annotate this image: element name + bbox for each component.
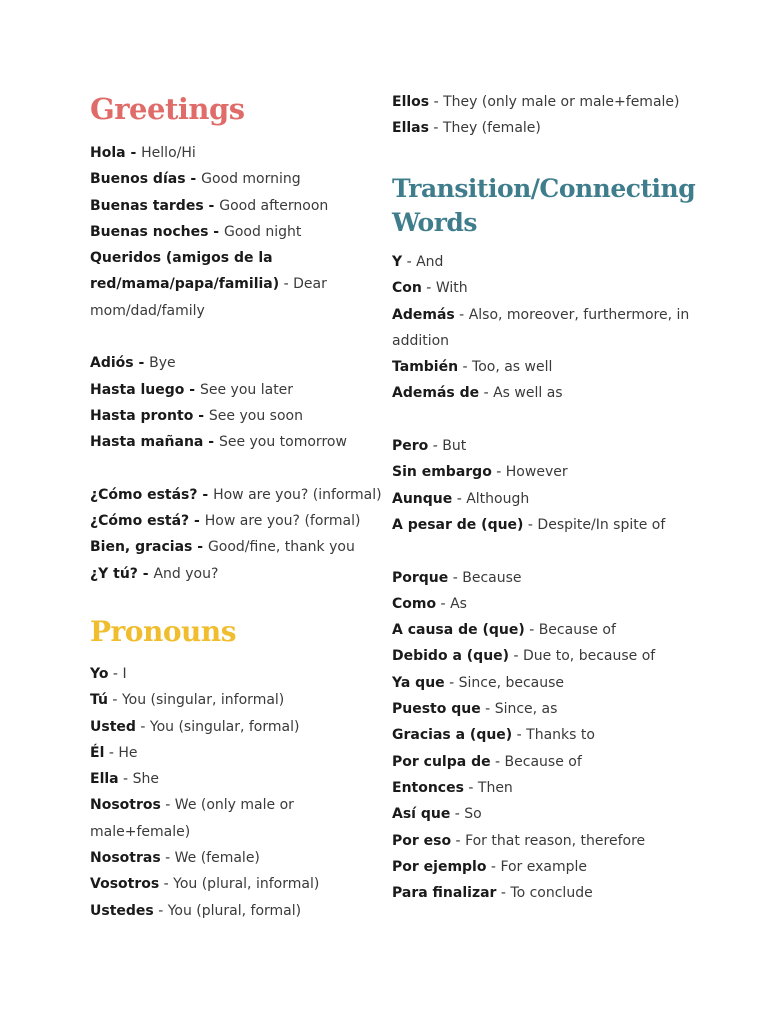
vocab-entry	[90, 219, 385, 245]
vocab-entry	[90, 193, 385, 219]
vocab-meaning: How are you? (informal)	[213, 486, 382, 503]
vocab-meaning: With	[435, 280, 468, 297]
vocab-meaning: See you soon	[208, 407, 303, 424]
separator: -	[451, 832, 466, 849]
separator: -	[135, 718, 150, 735]
separator: -	[133, 355, 150, 372]
vocab-term: Ella	[90, 771, 119, 788]
vocab-entry	[392, 696, 712, 722]
vocab-meaning: You (singular, formal)	[149, 718, 300, 735]
separator: -	[523, 516, 538, 533]
vocab-entry	[90, 714, 385, 740]
vocab-meaning: Then	[477, 779, 513, 796]
separator: -	[491, 464, 506, 481]
vocab-term: Yo	[90, 666, 109, 682]
vocab-term: Buenas noches	[90, 223, 209, 240]
separator: -	[444, 674, 459, 691]
vocab-term: Buenos días	[90, 171, 186, 188]
vocab-entry	[392, 801, 712, 827]
separator: -	[125, 145, 142, 161]
vocab-entry	[392, 854, 712, 880]
vocab-term: Nosotros	[90, 797, 161, 814]
vocab-meaning: Because of	[504, 753, 582, 770]
separator: -	[104, 744, 119, 761]
vocab-entry	[392, 249, 712, 275]
vocab-term: Porque	[392, 569, 449, 586]
vocab-term: Buenas tardes	[90, 197, 204, 214]
vocab-term: Además	[392, 306, 455, 323]
greetings-list	[90, 140, 385, 587]
vocab-meaning: Although	[466, 490, 530, 507]
vocab-entry	[90, 534, 385, 560]
vocab-entry	[90, 429, 385, 455]
separator: -	[197, 486, 214, 503]
separator: -	[107, 692, 122, 709]
vocab-term: Hola	[90, 145, 126, 161]
separator: -	[108, 666, 123, 682]
vocab-meaning: Since, as	[494, 701, 558, 718]
separator: -	[452, 490, 467, 507]
vocab-meaning: Good afternoon	[219, 197, 329, 214]
separator: -	[153, 902, 168, 919]
vocab-term: Debido a (que)	[392, 648, 510, 665]
vocab-term: Pero	[392, 438, 429, 455]
pronouns-list	[90, 661, 385, 924]
pronouns-continued-list	[392, 89, 712, 142]
transition-heading: Transition/Connecting Words	[392, 174, 696, 237]
vocab-entry	[392, 433, 712, 459]
separator: -	[486, 858, 501, 875]
vocab-entry	[392, 302, 712, 355]
vocab-entry	[392, 565, 712, 591]
separator: -	[454, 306, 469, 323]
separator: -	[118, 771, 133, 788]
separator: -	[496, 885, 511, 902]
vocab-meaning: But	[442, 438, 467, 455]
vocab-entry	[392, 380, 712, 406]
separator: -	[137, 565, 154, 582]
vocab-entry	[392, 880, 712, 906]
vocab-meaning: We (female)	[174, 850, 260, 867]
vocab-term: También	[392, 359, 459, 376]
vocab-term: Así que	[392, 806, 451, 823]
vocab-term: Hasta pronto	[90, 407, 194, 424]
separator: -	[509, 648, 524, 665]
vocab-term: Vosotros	[90, 876, 160, 893]
vocab-meaning: For example	[500, 858, 588, 875]
vocab-meaning: Due to, because of	[523, 648, 656, 665]
vocab-term: Gracias a (que)	[392, 727, 513, 744]
transition-list	[392, 249, 712, 906]
separator: -	[189, 513, 205, 530]
vocab-meaning: He	[118, 744, 138, 761]
vocab-meaning: Thanks to	[526, 727, 595, 744]
vocab-term: Entonces	[392, 779, 464, 796]
separator: -	[436, 595, 451, 612]
separator: -	[428, 438, 443, 455]
vocab-term: Usted	[90, 718, 136, 735]
vocab-meaning: We (only male or male+female)	[90, 797, 294, 840]
separator: -	[402, 254, 417, 270]
vocab-meaning: Dear mom/dad/family	[90, 276, 327, 319]
vocab-meaning: For that reason, therefore	[465, 832, 646, 849]
separator: -	[480, 701, 495, 718]
vocab-meaning: They (only male or male+female)	[443, 94, 680, 110]
vocab-meaning: As	[450, 595, 467, 612]
vocab-meaning: See you tomorrow	[218, 434, 347, 451]
vocab-entry	[392, 591, 712, 617]
vocab-entry	[392, 275, 712, 301]
vocab-meaning: How are you? (formal)	[204, 513, 361, 530]
vocab-entry	[90, 508, 385, 534]
vocab-meaning: To conclude	[510, 885, 593, 902]
separator: -	[479, 385, 494, 402]
vocab-entry	[392, 775, 712, 801]
separator: -	[490, 753, 505, 770]
vocab-meaning: You (plural, informal)	[173, 876, 320, 893]
separator: -	[450, 806, 465, 823]
vocab-meaning: Since, because	[458, 674, 565, 691]
vocab-term: Con	[392, 280, 422, 297]
vocab-term: Ellas	[392, 120, 429, 137]
separator: -	[429, 94, 444, 110]
separator: -	[524, 622, 539, 639]
separator: -	[203, 434, 219, 451]
vocab-entry	[392, 670, 712, 696]
vocab-term: Queridos (amigos de la red/mama/papa/familia)	[90, 250, 280, 293]
vocab-meaning: Too, as well	[472, 359, 553, 376]
separator: -	[193, 407, 209, 424]
vocab-meaning: I	[122, 666, 127, 682]
separator: -	[512, 727, 527, 744]
vocab-meaning: Bye	[149, 355, 176, 372]
vocab-term: Por ejemplo	[392, 858, 487, 875]
vocab-entry	[392, 115, 712, 141]
vocab-term: ¿Cómo estás?	[90, 486, 198, 503]
separator: -	[458, 359, 473, 376]
vocab-entry	[90, 482, 385, 508]
vocab-entry	[90, 140, 385, 166]
vocab-entry	[392, 749, 712, 775]
vocab-term: Ya que	[392, 674, 445, 691]
vocab-meaning: Hello/Hi	[141, 145, 196, 161]
vocab-entry	[90, 377, 385, 403]
vocab-term: Como	[392, 595, 437, 612]
spacer	[90, 324, 385, 350]
vocab-meaning: However	[505, 464, 568, 481]
spacer	[392, 538, 712, 564]
vocab-term: Por culpa de	[392, 753, 491, 770]
vocab-entry	[90, 350, 385, 376]
vocab-entry	[90, 871, 385, 897]
separator: -	[160, 797, 175, 814]
separator: -	[448, 569, 463, 586]
vocab-term: Hasta luego	[90, 381, 185, 398]
vocab-entry	[90, 245, 385, 324]
vocab-term: Por eso	[392, 832, 452, 849]
vocab-meaning: Because of	[538, 622, 616, 639]
vocab-term: Aunque	[392, 490, 453, 507]
separator: -	[160, 850, 175, 867]
vocab-term: Nosotras	[90, 850, 161, 867]
vocab-entry	[90, 166, 385, 192]
separator: -	[463, 779, 478, 796]
vocab-meaning: Good morning	[201, 171, 301, 188]
separator: -	[279, 276, 294, 293]
vocab-term: A causa de (que)	[392, 622, 525, 639]
vocab-entry	[392, 512, 712, 538]
separator: -	[192, 539, 208, 556]
vocab-term: Y	[392, 254, 403, 270]
pronouns-heading: Pronouns	[90, 615, 236, 648]
vocab-term: Adiós	[90, 355, 134, 372]
vocab-meaning: You (singular, informal)	[121, 692, 285, 709]
spacer	[392, 407, 712, 433]
vocab-term: Tú	[90, 692, 108, 709]
separator: -	[184, 381, 200, 398]
vocab-term: Ellos	[392, 94, 430, 110]
vocab-meaning: Good night	[224, 223, 302, 240]
vocab-term: Además de	[392, 385, 480, 402]
vocab-term: ¿Y tú?	[90, 565, 138, 582]
separator: -	[428, 120, 443, 137]
vocab-meaning: Also, moreover, furthermore, in addition	[392, 306, 690, 349]
vocab-term: Sin embargo	[392, 464, 492, 481]
vocab-entry	[90, 687, 385, 713]
vocab-entry	[392, 643, 712, 669]
vocab-term: Para finalizar	[392, 885, 497, 902]
vocab-meaning: So	[464, 806, 482, 823]
vocab-entry	[392, 486, 712, 512]
separator: -	[208, 223, 224, 240]
vocab-meaning: They (female)	[442, 120, 541, 137]
vocab-meaning: See you later	[199, 381, 294, 398]
greetings-heading: Greetings	[90, 92, 245, 126]
separator: -	[203, 197, 220, 214]
vocab-term: A pesar de (que)	[392, 516, 524, 533]
vocab-meaning: Despite/In spite of	[537, 516, 666, 533]
vocab-meaning: Because	[462, 569, 522, 586]
vocab-entry	[90, 898, 385, 924]
vocab-entry	[90, 845, 385, 871]
vocab-entry	[392, 89, 712, 115]
vocab-entry	[90, 561, 385, 587]
separator: -	[159, 876, 174, 893]
separator: -	[421, 280, 436, 297]
vocab-entry	[90, 740, 385, 766]
vocab-entry	[90, 792, 385, 845]
vocab-term: Él	[90, 744, 105, 761]
vocab-entry	[392, 722, 712, 748]
vocab-entry	[90, 661, 385, 687]
vocab-meaning: And you?	[153, 565, 219, 582]
vocab-term: Bien, gracias	[90, 539, 193, 556]
vocab-entry	[90, 403, 385, 429]
spacer	[90, 456, 385, 482]
vocab-meaning: You (plural, formal)	[167, 902, 302, 919]
vocab-meaning: She	[132, 771, 159, 788]
vocab-entry	[392, 828, 712, 854]
vocab-term: Puesto que	[392, 701, 481, 718]
vocab-entry	[90, 766, 385, 792]
vocab-entry	[392, 617, 712, 643]
vocab-entry	[392, 354, 712, 380]
vocab-entry	[392, 459, 712, 485]
vocab-term: Hasta mañana	[90, 434, 204, 451]
vocab-meaning: Good/fine, thank you	[207, 539, 355, 556]
separator: -	[185, 171, 202, 188]
vocab-meaning: As well as	[493, 385, 563, 402]
vocab-term: Ustedes	[90, 902, 154, 919]
vocab-term: ¿Cómo está?	[90, 513, 190, 530]
vocab-meaning: And	[416, 254, 444, 270]
